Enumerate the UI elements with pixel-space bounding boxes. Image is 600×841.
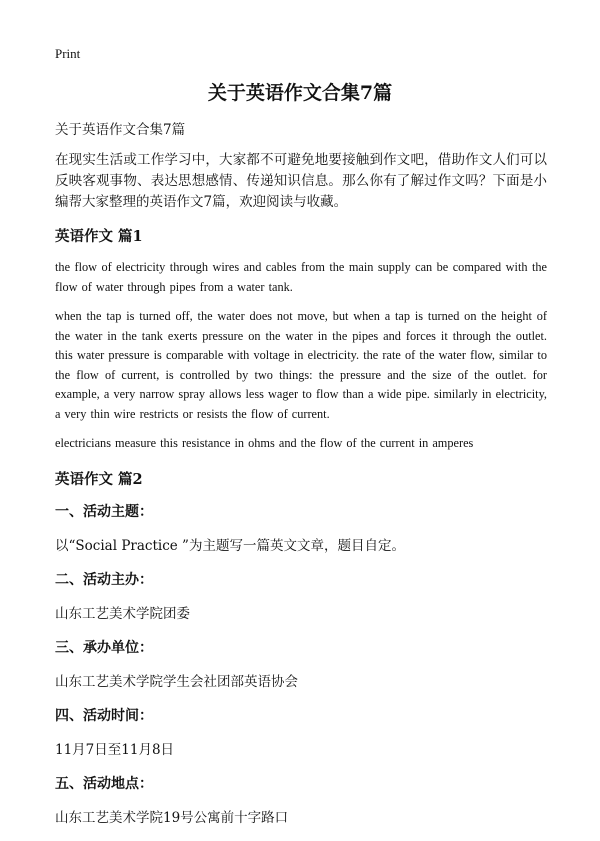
essay-paragraph: electricians measure this resistance in ohms and the flow of the current in amperes [55,436,474,450]
section-heading-2: 英语作文 篇2 [55,470,143,488]
activity-label-time: 四、活动时间： [55,707,153,724]
activity-label-theme: 一、活动主题： [55,503,153,520]
activity-text-host: 山东工艺美术学院团委 [55,605,190,622]
activity-label-organizer: 三、承办单位： [55,639,153,656]
activity-label-location: 五、活动地点： [55,775,153,792]
print-label: Print [55,46,81,61]
activity-text-time: 11月7日至11月8日 [55,741,175,758]
activity-text-location: 山东工艺美术学院19号公寓前十字路口 [55,809,289,826]
essay-paragraph: the flow of electricity through wires and cables from the main supply can be compared with the flow of water through pipes from a water tank. [55,260,547,294]
document-body [55,118,547,841]
page-title: 关于英语作文合集7篇 [207,82,393,104]
activity-text-theme: 以“Social Practice ”为主题写一篇英文文章，题目自定。 [55,537,405,554]
activity-text-organizer: 山东工艺美术学院学生会社团部英语协会 [55,673,298,690]
essay-paragraph: when the tap is turned off, the water does not move, but when a tap is turned on the height of the water in the tank exerts pressure on the water in the pipes and forces it through the outlet. this water pressure is comparable with voltage in electricity. the rate of the water flow, similar to the flow of current, is controlled by two things: the pressure and the size of the outlet. for example, a very narrow spray allows less wager to flow than a wide pipe. similarly in electricity, a very thin wire restricts or resists the flow of current. [55,309,547,421]
document-subtitle: 关于英语作文合集7篇 [55,122,186,138]
activity-label-host: 二、活动主办： [55,571,153,588]
intro-paragraph: 在现实生活或工作学习中，大家都不可避免地要接触到作文吧，借助作文人们可以反映客观事物、表达思想感情、传递知识信息。那么你有了解过作文吗？下面是小编帮大家整理的英语作文7篇，欢迎阅读与收藏。 [55,152,547,210]
section-heading-1: 英语作文 篇1 [55,228,143,245]
